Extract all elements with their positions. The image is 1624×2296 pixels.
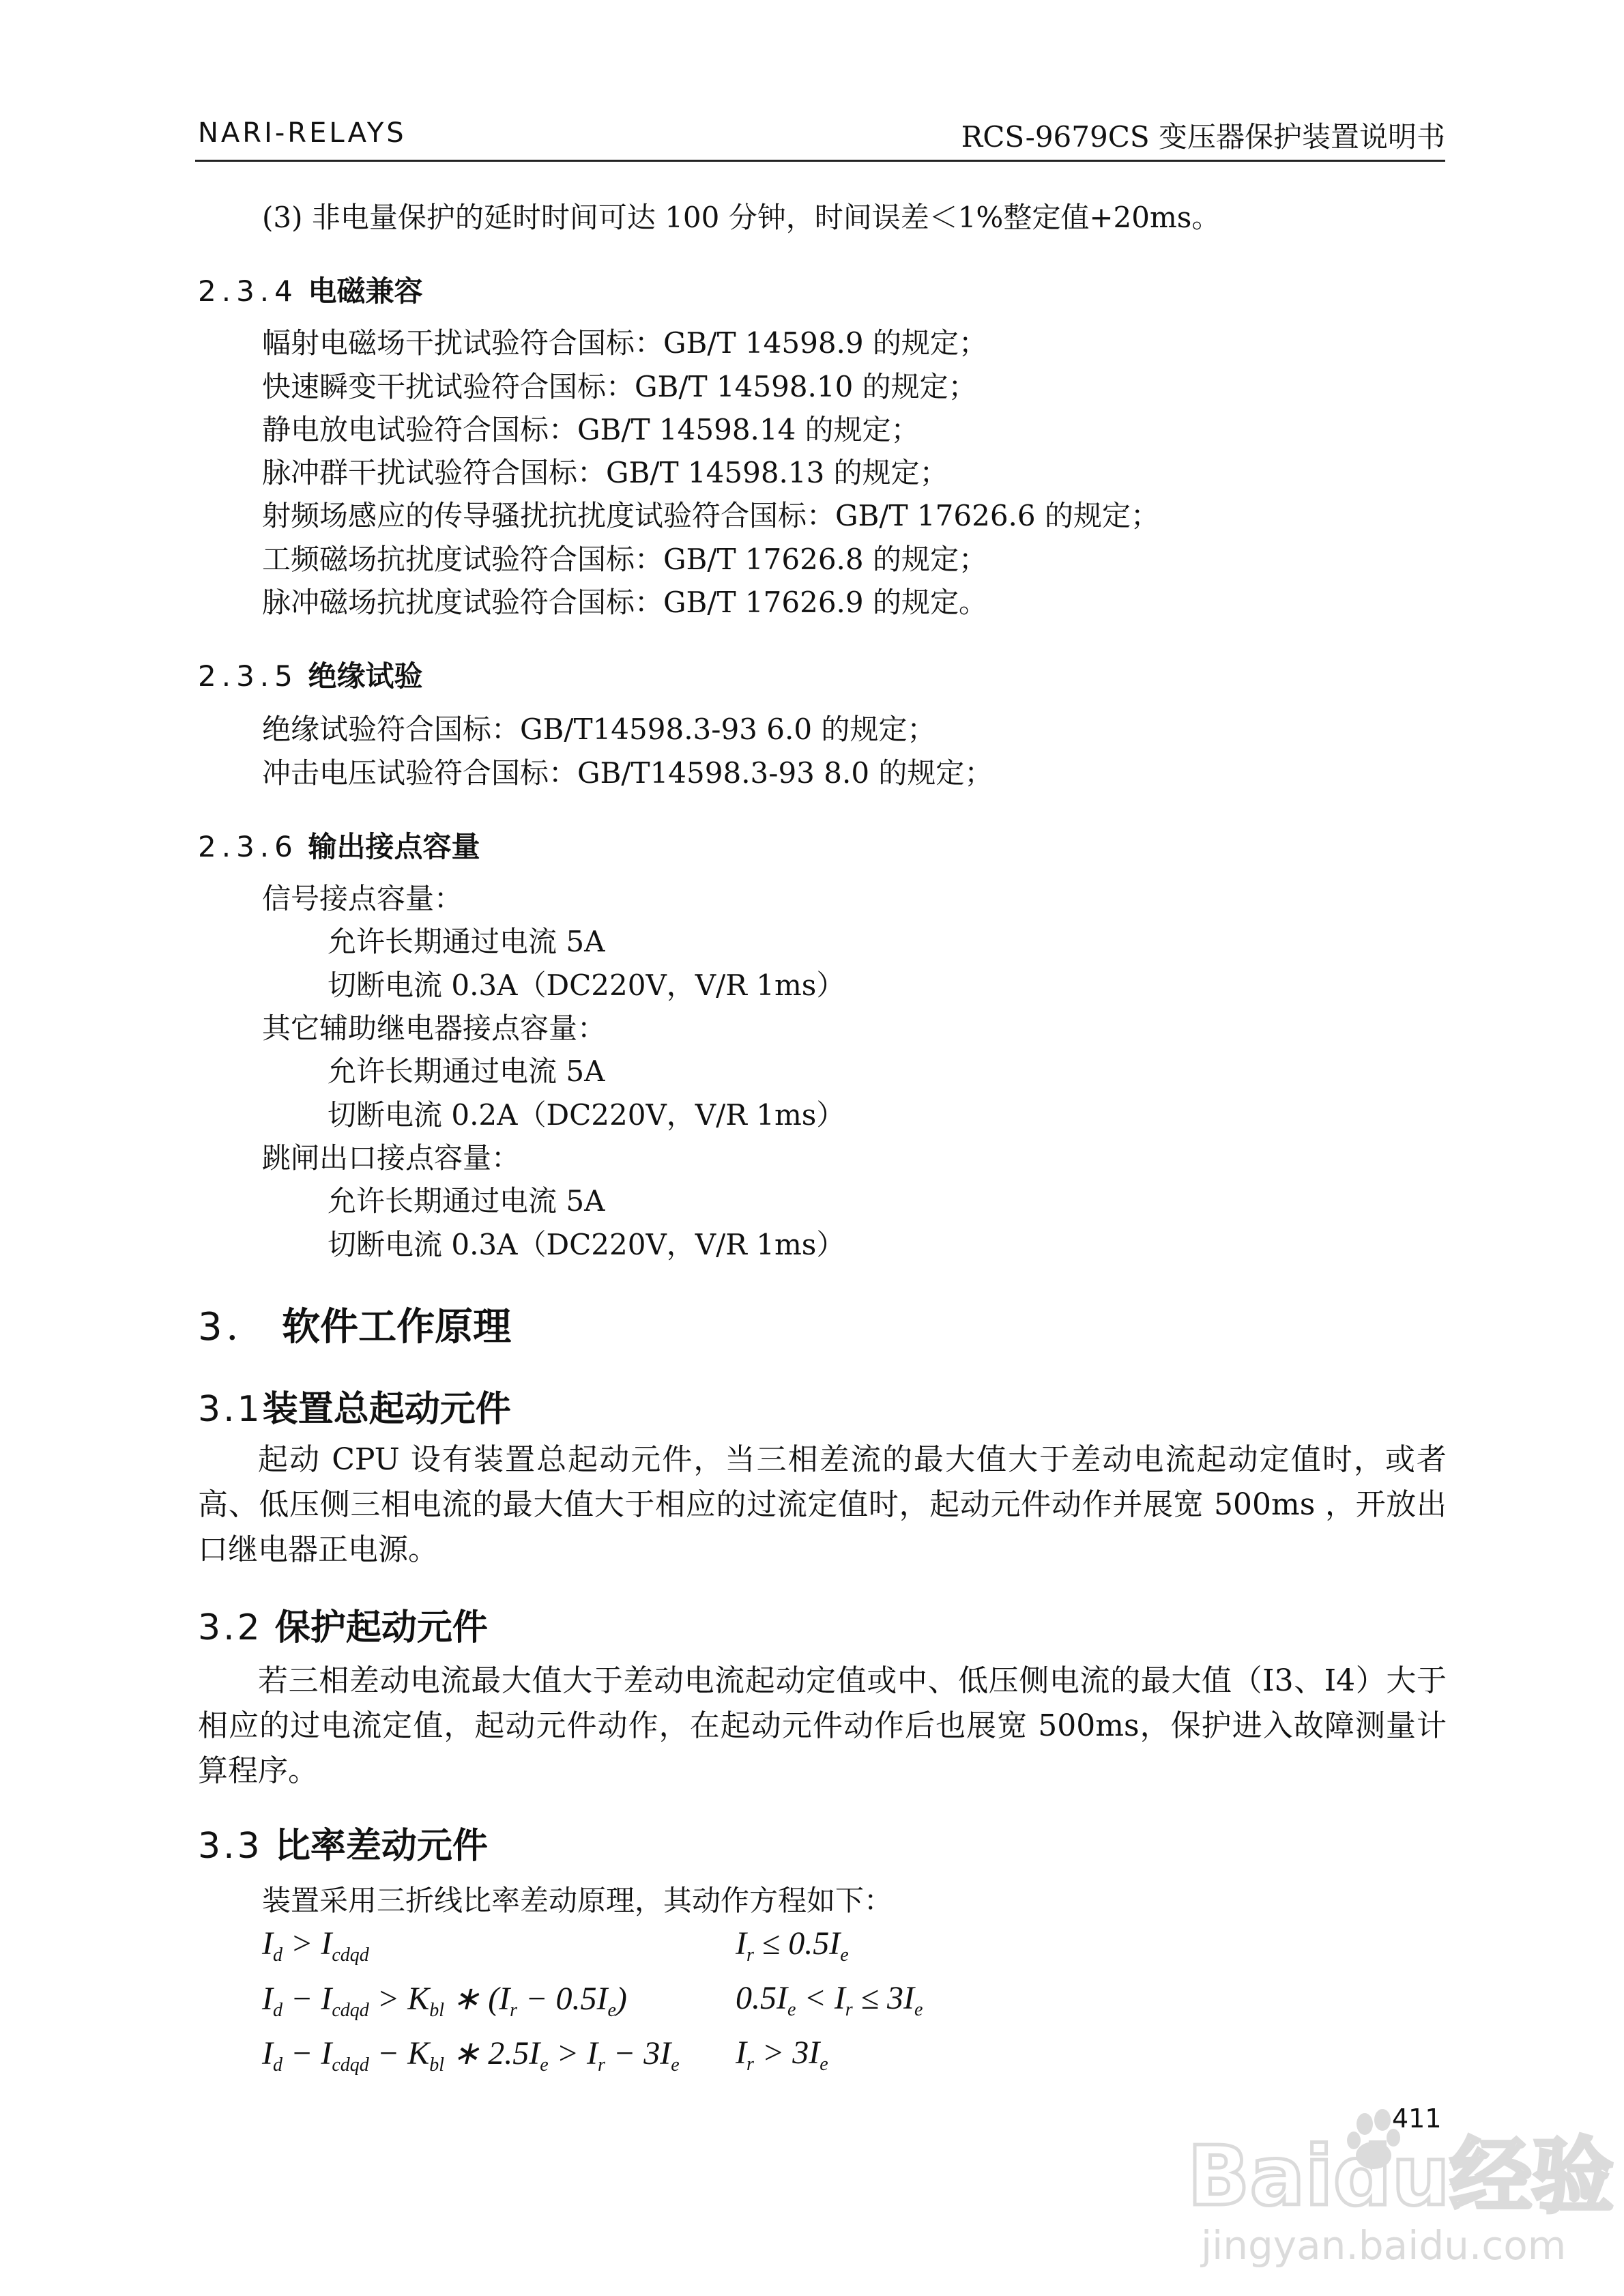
equation-1-condition: $I_r \le 0.5I_e$ [736,1925,849,1966]
section-number: 3.2 [198,1607,263,1648]
chapter-3-heading [198,1297,511,1351]
watermark-brand: Baidu经验 [1187,2129,1614,2224]
list-item: 脉冲群干扰试验符合国标：GB/T 14598.13 的规定； [262,456,948,489]
section-2-3-4-heading [198,269,423,310]
list-item: 快速瞬变干扰试验符合国标：GB/T 14598.10 的规定； [262,370,977,403]
intro-line: (3) 非电量保护的延时时间可达 100 分钟，时间误差＜1%整定值+20ms。 [262,201,1221,234]
list-item: 冲击电压试验符合国标：GB/T14598.3-93 8.0 的规定； [262,756,994,790]
baidu-watermark [1160,2075,1614,2273]
section-3-3-heading [198,1817,488,1868]
chapter-title: 软件工作原理 [282,1305,512,1349]
section-3-2-paragraph: 若三相差动电流最大值大于差动电流起动定值或中、低压侧电流的最大值（I3、I4）大于相应的过电流定值，起动元件动作，在起动元件动作后也展宽 500ms，保护进入故障测量计算程序。 [198,1663,1447,1788]
list-item: 绝缘试验符合国标：GB/T14598.3-93 6.0 的规定； [262,713,936,746]
equation-3-condition: $I_r > 3I_e$ [736,2035,828,2075]
equation-2-inequality: $I_d - I_{cdqd} > K_{bl}$ ∗ $(I_r - 0.5I_e)$ [262,1981,627,2021]
section-title: 输出接点容量 [308,830,480,863]
section-title: 绝缘试验 [308,659,423,693]
header-rule [195,160,1445,162]
section-3-3-intro: 装置采用三折线比率差动原理，其动作方程如下： [262,1884,893,1917]
contact-spec: 允许长期通过电流 5A [328,925,605,958]
equation-3-inequality: $I_d - I_{cdqd} - K_{bl}$ ∗ $2.5I_e > I_r - 3I_e$ [262,2035,680,2076]
section-3-2-heading [198,1598,488,1650]
section-number: 2.3.6 [198,830,298,863]
section-3-1-paragraph: 起动 CPU 设有装置总起动元件，当三相差流的最大值大于差动电流起动定值时，或者高、低压侧三相电流的最大值大于相应的过流定值时，起动元件动作并展宽 500ms ，开放出口继电器正电源。 [198,1442,1447,1567]
section-3-1-heading [198,1380,511,1431]
section-title: 保护起动元件 [274,1607,488,1648]
section-title: 装置总起动元件 [262,1389,511,1430]
contact-spec: 切断电流 0.3A（DC220V，V/R 1ms） [328,1228,845,1261]
contact-spec: 允许长期通过电流 5A [328,1054,605,1088]
list-item: 射频场感应的传导骚扰抗扰度试验符合国标：GB/T 17626.6 的规定； [262,499,1159,532]
section-title: 电磁兼容 [308,274,423,308]
section-2-3-5-heading [198,654,423,695]
contact-group-label: 跳闸出口接点容量： [262,1141,521,1175]
list-item: 脉冲磁场抗扰度试验符合国标：GB/T 17626.9 的规定。 [262,586,987,619]
contact-spec: 允许长期通过电流 5A [328,1184,605,1218]
watermark-url: jingyan.baidu.com [1201,2222,1567,2269]
contact-group-label: 信号接点容量： [262,882,463,915]
section-title: 比率差动元件 [274,1826,488,1867]
header-document-title: RCS-9679CS 变压器保护装置说明书 [961,120,1445,154]
chapter-number: 3． [198,1305,269,1349]
list-item: 静电放电试验符合国标：GB/T 14598.14 的规定； [262,413,920,446]
list-item: 幅射电磁场干扰试验符合国标：GB/T 14598.9 的规定； [262,326,987,360]
equation-1-inequality: $I_d > I_{cdqd}$ [262,1925,369,1966]
contact-group-label: 其它辅助继电器接点容量： [262,1011,607,1045]
contact-spec: 切断电流 0.2A（DC220V，V/R 1ms） [328,1098,845,1132]
section-number: 3.3 [198,1826,263,1867]
section-number: 2.3.4 [198,274,298,308]
equation-2-condition: $0.5I_e < I_r \le 3I_e$ [736,1980,923,2020]
list-item: 工频磁场抗扰度试验符合国标：GB/T 17626.8 的规定； [262,543,987,576]
section-2-3-6-heading [198,824,480,865]
header-brand: NARI-RELAYS [198,117,407,149]
section-number: 3.1 [198,1389,263,1430]
page-number: 411 [1392,2104,1442,2134]
contact-spec: 切断电流 0.3A（DC220V，V/R 1ms） [328,968,845,1002]
section-number: 2.3.5 [198,659,298,693]
